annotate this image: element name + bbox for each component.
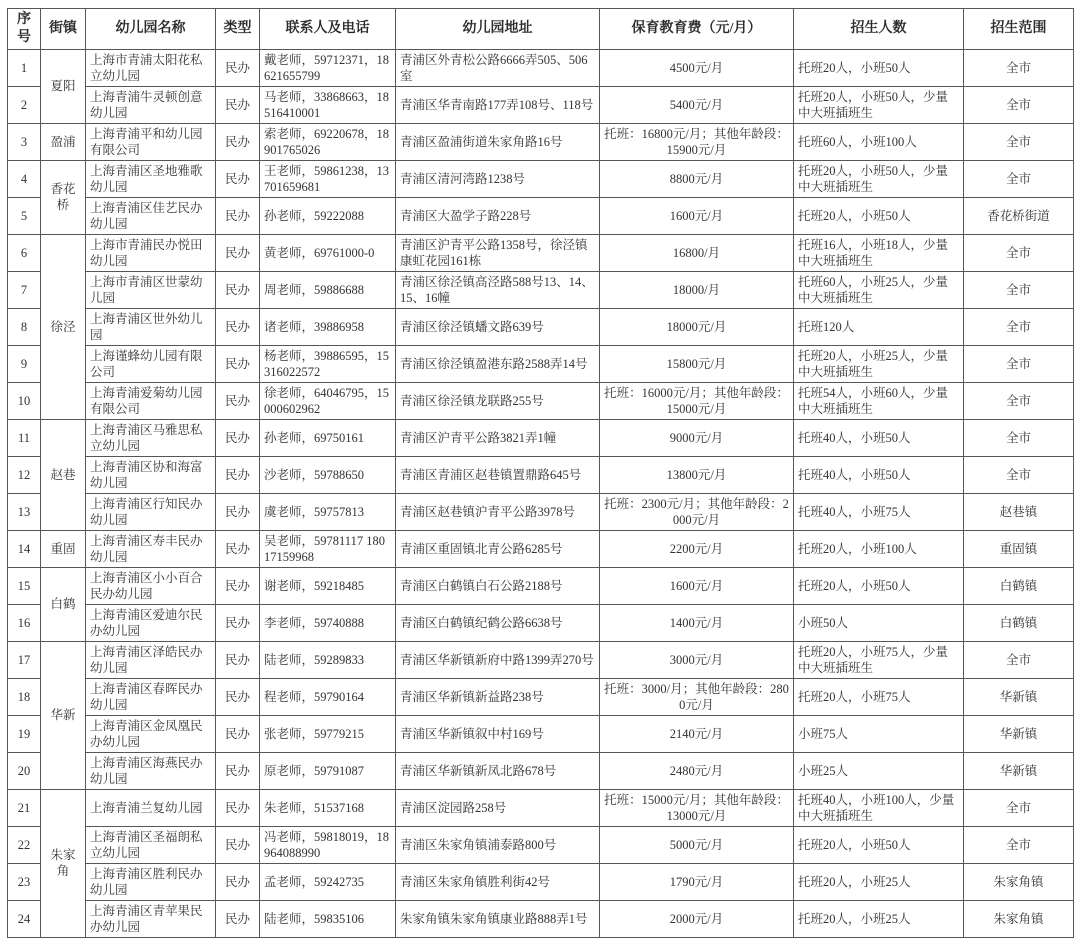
- fee-cell: 1600元/月: [600, 567, 794, 604]
- address-cell: 青浦区白鹤镇白石公路2188号: [396, 567, 600, 604]
- address-cell: 朱家角镇朱家角镇康业路888弄1号: [396, 900, 600, 937]
- table-row: [8, 715, 1074, 752]
- table-row: [8, 456, 1074, 493]
- column-header-2: 幼儿园名称: [86, 9, 216, 50]
- enrollment-cell: 托班20人，小班75人，少量中大班插班生: [794, 641, 964, 678]
- contact-cell: 孙老师，59222088: [260, 197, 396, 234]
- type-cell: 民办: [216, 604, 260, 641]
- contact-cell: 朱老师，51537168: [260, 789, 396, 826]
- enrollment-cell: 托班20人，小班75人: [794, 678, 964, 715]
- kindergarten-name: 上海青浦区小小百合民办幼儿园: [86, 567, 216, 604]
- kindergarten-name: 上海市青浦区世蒙幼儿园: [86, 271, 216, 308]
- enrollment-cell: 托班20人，小班25人: [794, 863, 964, 900]
- contact-cell: 索老师，69220678，18901765026: [260, 123, 396, 160]
- address-cell: 青浦区徐泾镇高泾路588号13、14、15、16幢: [396, 271, 600, 308]
- contact-cell: 陆老师，59289833: [260, 641, 396, 678]
- fee-cell: 2200元/月: [600, 530, 794, 567]
- fee-cell: 2480元/月: [600, 752, 794, 789]
- scope-cell: 全市: [964, 123, 1074, 160]
- contact-cell: 张老师，59779215: [260, 715, 396, 752]
- fee-cell: 托班：16800元/月；其他年龄段：15900元/月: [600, 123, 794, 160]
- scope-cell: 全市: [964, 419, 1074, 456]
- kindergarten-name: 上海青浦兰复幼儿园: [86, 789, 216, 826]
- table-row: [8, 641, 1074, 678]
- row-number: 18: [8, 678, 41, 715]
- type-cell: 民办: [216, 678, 260, 715]
- row-number: 22: [8, 826, 41, 863]
- fee-cell: 2140元/月: [600, 715, 794, 752]
- kindergarten-table: [7, 8, 1074, 938]
- kindergarten-name: 上海青浦平和幼儿园有限公司: [86, 123, 216, 160]
- kindergarten-name: 上海青浦区青苹果民办幼儿园: [86, 900, 216, 937]
- address-cell: 青浦区华新镇新凤北路678号: [396, 752, 600, 789]
- row-number: 14: [8, 530, 41, 567]
- type-cell: 民办: [216, 530, 260, 567]
- row-number: 1: [8, 49, 41, 86]
- scope-cell: 全市: [964, 86, 1074, 123]
- address-cell: 青浦区外青松公路6666弄505、506室: [396, 49, 600, 86]
- enrollment-cell: 托班20人，小班100人: [794, 530, 964, 567]
- address-cell: 青浦区沪青平公路1358号，徐泾镇康虹花园161栋: [396, 234, 600, 271]
- address-cell: 青浦区朱家角镇浦泰路800号: [396, 826, 600, 863]
- contact-cell: 陆老师，59835106: [260, 900, 396, 937]
- table-row: [8, 308, 1074, 345]
- enrollment-cell: 托班54人，小班60人，少量中大班插班生: [794, 382, 964, 419]
- type-cell: 民办: [216, 456, 260, 493]
- type-cell: 民办: [216, 789, 260, 826]
- type-cell: 民办: [216, 234, 260, 271]
- column-header-4: 联系人及电话: [260, 9, 396, 50]
- fee-cell: 15800元/月: [600, 345, 794, 382]
- scope-cell: 全市: [964, 382, 1074, 419]
- scope-cell: 全市: [964, 641, 1074, 678]
- contact-cell: 杨老师，39886595，15316022572: [260, 345, 396, 382]
- address-cell: 青浦区盈浦街道朱家角路16号: [396, 123, 600, 160]
- column-header-0: 序号: [8, 9, 41, 50]
- contact-cell: 马老师，33868663，18516410001: [260, 86, 396, 123]
- kindergarten-name: 上海青浦区圣地雅歌幼儿园: [86, 160, 216, 197]
- enrollment-cell: 托班20人，小班25人，少量中大班插班生: [794, 345, 964, 382]
- row-number: 7: [8, 271, 41, 308]
- town-cell: 朱家角: [41, 789, 86, 937]
- type-cell: 民办: [216, 271, 260, 308]
- town-cell: 赵巷: [41, 419, 86, 530]
- row-number: 24: [8, 900, 41, 937]
- fee-cell: 托班：16000元/月；其他年龄段：15000元/月: [600, 382, 794, 419]
- fee-cell: 5400元/月: [600, 86, 794, 123]
- kindergarten-name: 上海青浦区金凤凰民办幼儿园: [86, 715, 216, 752]
- address-cell: 青浦区华青南路177弄108号、118号: [396, 86, 600, 123]
- contact-cell: 孟老师，59242735: [260, 863, 396, 900]
- fee-cell: 4500元/月: [600, 49, 794, 86]
- fee-cell: 18000/月: [600, 271, 794, 308]
- column-header-7: 招生人数: [794, 9, 964, 50]
- enrollment-cell: 托班40人，小班100人，少量中大班插班生: [794, 789, 964, 826]
- address-cell: 青浦区重固镇北青公路6285号: [396, 530, 600, 567]
- table-row: [8, 382, 1074, 419]
- type-cell: 民办: [216, 382, 260, 419]
- type-cell: 民办: [216, 900, 260, 937]
- row-number: 10: [8, 382, 41, 419]
- table-row: [8, 493, 1074, 530]
- contact-cell: 吴老师，59781117 18017159968: [260, 530, 396, 567]
- address-cell: 青浦区青浦区赵巷镇置鼎路645号: [396, 456, 600, 493]
- kindergarten-name: 上海青浦区爱迪尔民办幼儿园: [86, 604, 216, 641]
- row-number: 5: [8, 197, 41, 234]
- fee-cell: 3000元/月: [600, 641, 794, 678]
- scope-cell: 全市: [964, 234, 1074, 271]
- row-number: 6: [8, 234, 41, 271]
- kindergarten-name: 上海青浦区寿丰民办幼儿园: [86, 530, 216, 567]
- kindergarten-name: 上海青浦区春晖民办幼儿园: [86, 678, 216, 715]
- address-cell: 青浦区沪青平公路3821弄1幢: [396, 419, 600, 456]
- scope-cell: 华新镇: [964, 752, 1074, 789]
- kindergarten-name: 上海青浦区协和海富幼儿园: [86, 456, 216, 493]
- kindergarten-name: 上海青浦区圣福朗私立幼儿园: [86, 826, 216, 863]
- scope-cell: 香花桥街道: [964, 197, 1074, 234]
- type-cell: 民办: [216, 86, 260, 123]
- fee-cell: 2000元/月: [600, 900, 794, 937]
- row-number: 20: [8, 752, 41, 789]
- kindergarten-name: 上海市青浦太阳花私立幼儿园: [86, 49, 216, 86]
- town-cell: 夏阳: [41, 49, 86, 123]
- type-cell: 民办: [216, 160, 260, 197]
- row-number: 17: [8, 641, 41, 678]
- type-cell: 民办: [216, 715, 260, 752]
- table-row: [8, 863, 1074, 900]
- table-row: [8, 49, 1074, 86]
- contact-cell: 沙老师，59788650: [260, 456, 396, 493]
- row-number: 12: [8, 456, 41, 493]
- table-row: [8, 86, 1074, 123]
- scope-cell: 全市: [964, 271, 1074, 308]
- table-row: [8, 234, 1074, 271]
- row-number: 11: [8, 419, 41, 456]
- enrollment-cell: 小班75人: [794, 715, 964, 752]
- town-cell: 华新: [41, 641, 86, 789]
- address-cell: 青浦区华新镇新府中路1399弄270号: [396, 641, 600, 678]
- enrollment-cell: 托班60人，小班25人，少量中大班插班生: [794, 271, 964, 308]
- enrollment-cell: 托班60人，小班100人: [794, 123, 964, 160]
- type-cell: 民办: [216, 641, 260, 678]
- fee-cell: 托班：15000元/月；其他年龄段：13000元/月: [600, 789, 794, 826]
- table-row: [8, 567, 1074, 604]
- type-cell: 民办: [216, 419, 260, 456]
- address-cell: 青浦区华新镇新益路238号: [396, 678, 600, 715]
- scope-cell: 朱家角镇: [964, 900, 1074, 937]
- address-cell: 青浦区清河湾路1238号: [396, 160, 600, 197]
- table-row: [8, 789, 1074, 826]
- type-cell: 民办: [216, 49, 260, 86]
- address-cell: 青浦区朱家角镇胜利街42号: [396, 863, 600, 900]
- table-row: [8, 826, 1074, 863]
- address-cell: 青浦区徐泾镇盈港东路2588弄14号: [396, 345, 600, 382]
- kindergarten-name: 上海青浦爱菊幼儿园有限公司: [86, 382, 216, 419]
- address-cell: 青浦区淀园路258号: [396, 789, 600, 826]
- kindergarten-name: 上海青浦牛灵顿创意幼儿园: [86, 86, 216, 123]
- table-row: [8, 678, 1074, 715]
- column-header-1: 街镇: [41, 9, 86, 50]
- address-cell: 青浦区徐泾镇龙联路255号: [396, 382, 600, 419]
- type-cell: 民办: [216, 197, 260, 234]
- row-number: 21: [8, 789, 41, 826]
- scope-cell: 朱家角镇: [964, 863, 1074, 900]
- fee-cell: 8800元/月: [600, 160, 794, 197]
- enrollment-cell: 托班20人，小班50人，少量中大班插班生: [794, 86, 964, 123]
- town-cell: 香花桥: [41, 160, 86, 234]
- contact-cell: 黄老师，69761000-0: [260, 234, 396, 271]
- header-row: [8, 9, 1074, 50]
- table-body: [8, 49, 1074, 937]
- enrollment-cell: 托班16人，小班18人，少量中大班插班生: [794, 234, 964, 271]
- contact-cell: 诸老师，39886958: [260, 308, 396, 345]
- fee-cell: 9000元/月: [600, 419, 794, 456]
- contact-cell: 孙老师，69750161: [260, 419, 396, 456]
- enrollment-cell: 托班40人，小班75人: [794, 493, 964, 530]
- contact-cell: 徐老师，64046795，15000602962: [260, 382, 396, 419]
- kindergarten-name: 上海谨蜂幼儿园有限公司: [86, 345, 216, 382]
- scope-cell: 全市: [964, 49, 1074, 86]
- table-row: [8, 271, 1074, 308]
- row-number: 4: [8, 160, 41, 197]
- enrollment-cell: 小班50人: [794, 604, 964, 641]
- town-cell: 重固: [41, 530, 86, 567]
- scope-cell: 全市: [964, 826, 1074, 863]
- kindergarten-name: 上海青浦区胜利民办幼儿园: [86, 863, 216, 900]
- type-cell: 民办: [216, 493, 260, 530]
- enrollment-cell: 托班20人，小班50人: [794, 49, 964, 86]
- table-row: [8, 752, 1074, 789]
- town-cell: 白鹤: [41, 567, 86, 641]
- row-number: 19: [8, 715, 41, 752]
- table-row: [8, 604, 1074, 641]
- contact-cell: 李老师，59740888: [260, 604, 396, 641]
- kindergarten-name: 上海青浦区行知民办幼儿园: [86, 493, 216, 530]
- kindergarten-name: 上海青浦区佳艺民办幼儿园: [86, 197, 216, 234]
- table-header: [8, 9, 1074, 50]
- enrollment-cell: 托班40人，小班50人: [794, 456, 964, 493]
- scope-cell: 全市: [964, 456, 1074, 493]
- type-cell: 民办: [216, 567, 260, 604]
- contact-cell: 冯老师，59818019，18964088990: [260, 826, 396, 863]
- address-cell: 青浦区赵巷镇沪青平公路3978号: [396, 493, 600, 530]
- fee-cell: 1790元/月: [600, 863, 794, 900]
- row-number: 9: [8, 345, 41, 382]
- enrollment-cell: 托班20人，小班50人，少量中大班插班生: [794, 160, 964, 197]
- enrollment-cell: 托班20人，小班50人: [794, 197, 964, 234]
- address-cell: 青浦区华新镇叙中村169号: [396, 715, 600, 752]
- fee-cell: 16800/月: [600, 234, 794, 271]
- row-number: 16: [8, 604, 41, 641]
- scope-cell: 白鹤镇: [964, 604, 1074, 641]
- column-header-8: 招生范围: [964, 9, 1074, 50]
- row-number: 8: [8, 308, 41, 345]
- type-cell: 民办: [216, 345, 260, 382]
- fee-cell: 18000元/月: [600, 308, 794, 345]
- enrollment-cell: 托班20人，小班50人: [794, 826, 964, 863]
- scope-cell: 白鹤镇: [964, 567, 1074, 604]
- contact-cell: 谢老师，59218485: [260, 567, 396, 604]
- kindergarten-name: 上海市青浦民办悦田幼儿园: [86, 234, 216, 271]
- scope-cell: 全市: [964, 160, 1074, 197]
- enrollment-cell: 小班25人: [794, 752, 964, 789]
- fee-cell: 托班：3000/月；其他年龄段：2800元/月: [600, 678, 794, 715]
- town-cell: 盈浦: [41, 123, 86, 160]
- table-row: [8, 419, 1074, 456]
- table-row: [8, 160, 1074, 197]
- type-cell: 民办: [216, 752, 260, 789]
- row-number: 3: [8, 123, 41, 160]
- table-row: [8, 530, 1074, 567]
- scope-cell: 全市: [964, 789, 1074, 826]
- contact-cell: 戴老师，59712371，18621655799: [260, 49, 396, 86]
- column-header-3: 类型: [216, 9, 260, 50]
- row-number: 23: [8, 863, 41, 900]
- contact-cell: 王老师，59861238，13701659681: [260, 160, 396, 197]
- contact-cell: 程老师，59790164: [260, 678, 396, 715]
- row-number: 15: [8, 567, 41, 604]
- row-number: 13: [8, 493, 41, 530]
- column-header-6: 保育教育费（元/月）: [600, 9, 794, 50]
- column-header-5: 幼儿园地址: [396, 9, 600, 50]
- fee-cell: 13800元/月: [600, 456, 794, 493]
- address-cell: 青浦区大盈学子路228号: [396, 197, 600, 234]
- type-cell: 民办: [216, 863, 260, 900]
- contact-cell: 周老师，59886688: [260, 271, 396, 308]
- scope-cell: 华新镇: [964, 715, 1074, 752]
- enrollment-cell: 托班40人，小班50人: [794, 419, 964, 456]
- scope-cell: 赵巷镇: [964, 493, 1074, 530]
- scope-cell: 全市: [964, 345, 1074, 382]
- town-cell: 徐泾: [41, 234, 86, 419]
- table-row: [8, 345, 1074, 382]
- row-number: 2: [8, 86, 41, 123]
- enrollment-cell: 托班120人: [794, 308, 964, 345]
- table-row: [8, 197, 1074, 234]
- kindergarten-name: 上海青浦区世外幼儿园: [86, 308, 216, 345]
- fee-cell: 1600元/月: [600, 197, 794, 234]
- address-cell: 青浦区白鹤镇纪鹤公路6638号: [396, 604, 600, 641]
- enrollment-cell: 托班20人，小班25人: [794, 900, 964, 937]
- scope-cell: 重固镇: [964, 530, 1074, 567]
- contact-cell: 原老师，59791087: [260, 752, 396, 789]
- scope-cell: 华新镇: [964, 678, 1074, 715]
- kindergarten-name: 上海青浦区泽皓民办幼儿园: [86, 641, 216, 678]
- type-cell: 民办: [216, 308, 260, 345]
- type-cell: 民办: [216, 826, 260, 863]
- address-cell: 青浦区徐泾镇蟠文路639号: [396, 308, 600, 345]
- fee-cell: 1400元/月: [600, 604, 794, 641]
- fee-cell: 托班：2300元/月；其他年龄段：2000元/月: [600, 493, 794, 530]
- scope-cell: 全市: [964, 308, 1074, 345]
- fee-cell: 5000元/月: [600, 826, 794, 863]
- enrollment-cell: 托班20人，小班50人: [794, 567, 964, 604]
- type-cell: 民办: [216, 123, 260, 160]
- kindergarten-name: 上海青浦区海燕民办幼儿园: [86, 752, 216, 789]
- kindergarten-name: 上海青浦区马雅思私立幼儿园: [86, 419, 216, 456]
- table-row: [8, 123, 1074, 160]
- contact-cell: 虞老师，59757813: [260, 493, 396, 530]
- table-row: [8, 900, 1074, 937]
